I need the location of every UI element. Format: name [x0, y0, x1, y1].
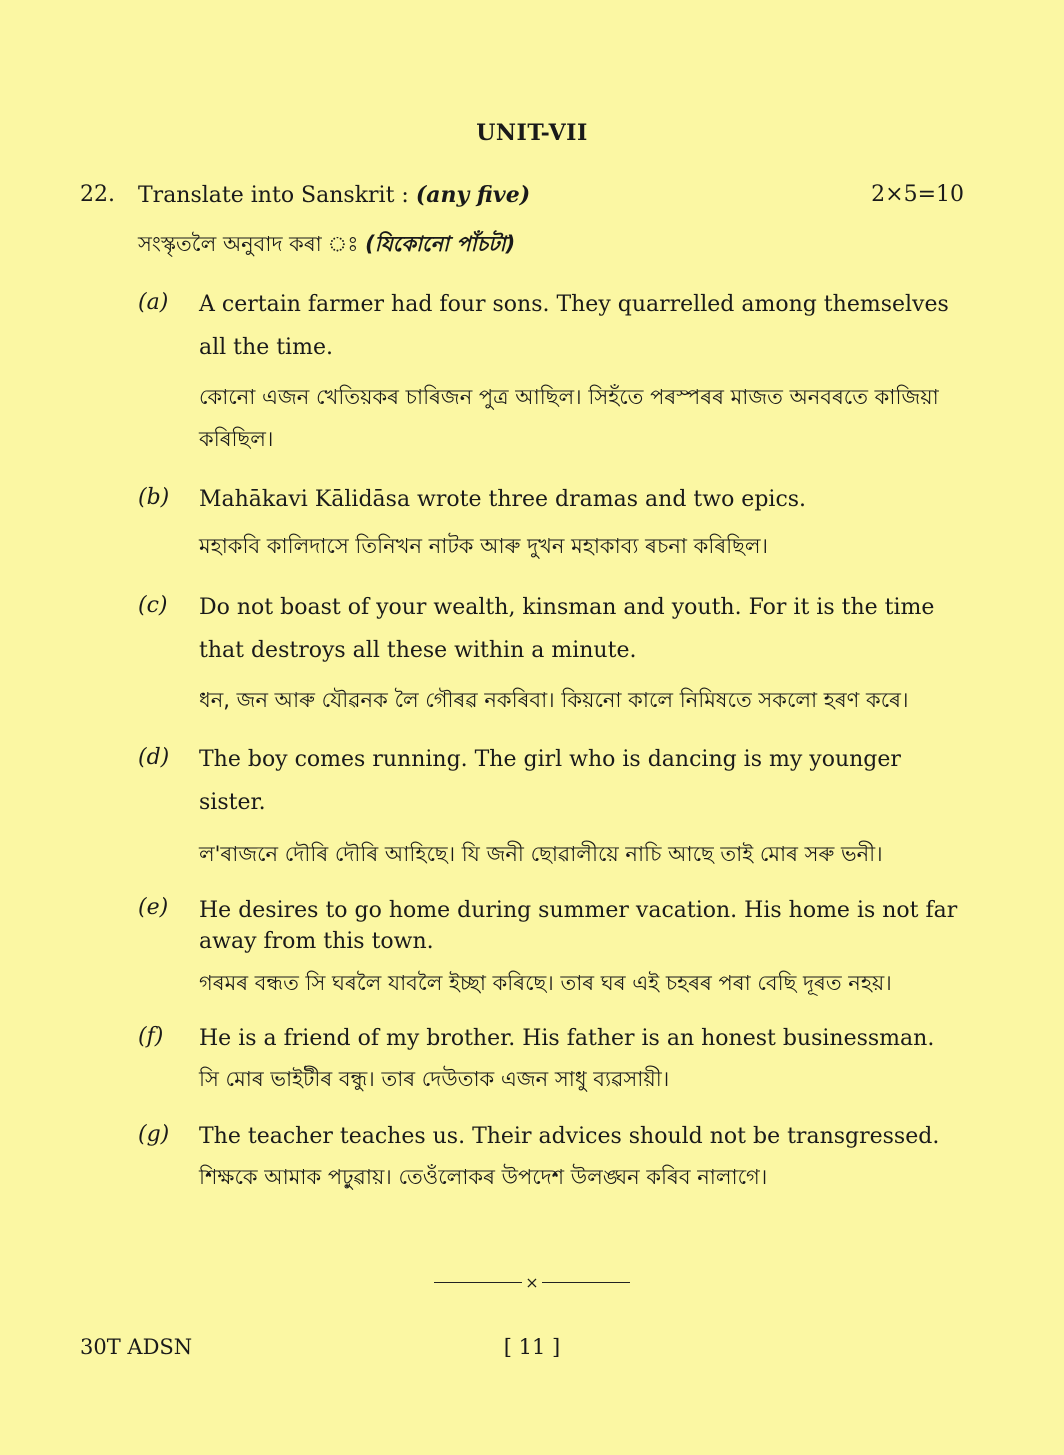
item-label: (f) — [138, 1024, 164, 1049]
assamese-prompt-emphasis: (যিকোনো পাঁচটা) — [365, 232, 516, 256]
end-divider — [0, 1272, 1064, 1292]
item-english: The boy comes running. The girl who is dancing is my younger sister. — [199, 747, 901, 815]
divider-mark: × — [525, 1273, 539, 1292]
divider-line-right — [542, 1282, 630, 1283]
item-english: The teacher teaches us. Their advices should not be transgressed. — [199, 1124, 940, 1149]
item-label: (a) — [138, 290, 169, 315]
item-english: He desires to go home during summer vacation. His home is not far away from this town. — [199, 898, 958, 954]
paper-code: 30T ADSN — [80, 1335, 193, 1359]
item-english: A certain farmer had four sons. They quarrelled among themselves all the time. — [199, 292, 949, 360]
page-number: [ 11 ] — [503, 1335, 561, 1359]
item-label: (e) — [138, 895, 169, 920]
item-label: (b) — [138, 485, 170, 510]
item-assamese: মহাকবি কালিদাসে তিনিখন নাটক আৰু দুখন মহাকাব্য ৰচনা কৰিছিল। — [199, 534, 769, 558]
item-label: (d) — [138, 745, 170, 770]
question-prompt-text: Translate into Sanskrit : — [138, 183, 416, 208]
divider-line-left — [434, 1282, 522, 1283]
question-prompt-assamese — [138, 228, 515, 263]
item-english: He is a friend of my brother. His father is an honest businessman. — [199, 1026, 935, 1051]
question-marks: 2×5=10 — [871, 182, 964, 207]
item-assamese: কোনো এজন খেতিয়কৰ চাৰিজন পুত্ৰ আছিল। সিহঁতে পৰস্পৰৰ মাজত অনবৰতে কাজিয়া কৰিছিল। — [199, 385, 939, 451]
question-number: 22. — [80, 182, 115, 207]
question-prompt-emphasis: (any five) — [415, 182, 531, 208]
item-assamese: সি মোৰ ভাইটীৰ বন্ধু। তাৰ দেউতাক এজন সাধু ব্যৱসায়ী। — [199, 1067, 670, 1091]
item-english: Mahākavi Kālidāsa wrote three dramas and two epics. — [199, 487, 807, 512]
item-label: (c) — [138, 593, 168, 618]
item-assamese: শিক্ষকে আমাক পঢ়ুৱায়। তেওঁলোকৰ উপদেশ উলঙ্ঘন কৰিব নালাগে। — [199, 1165, 768, 1189]
item-english: Do not boast of your wealth, kinsman and youth. For it is the time that destroys all these within a minute. — [199, 595, 935, 663]
unit-heading: UNIT-VII — [476, 120, 588, 146]
item-assamese: ল'ৰাজনে দৌৰি দৌৰি আহিছে। যি জনী ছোৱালীয়ে নাচি আছে তাই মোৰ সৰু ভনী। — [199, 842, 883, 866]
item-assamese: গৰমৰ বন্ধত সি ঘৰলৈ যাবলৈ ইচ্ছা কৰিছে। তাৰ ঘৰ এই চহৰৰ পৰা বেছি দূৰত নহয়। — [199, 971, 892, 995]
item-assamese: ধন, জন আৰু যৌৱনক লৈ গৌৰৱ নকৰিবা। কিয়নো কালে নিমিষতে সকলো হৰণ কৰে। — [199, 688, 909, 712]
item-label: (g) — [138, 1122, 170, 1147]
question-prompt — [138, 182, 530, 208]
assamese-prompt-text: সংস্কৃতলৈ অনুবাদ কৰা ঃ — [138, 232, 366, 256]
